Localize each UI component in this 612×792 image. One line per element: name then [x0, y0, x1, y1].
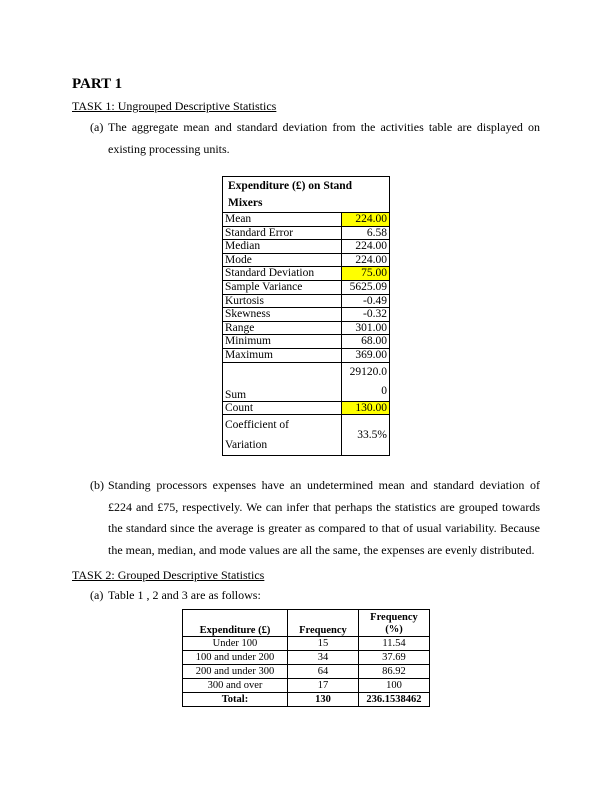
cell-frequency-pct: 100 [358, 679, 429, 693]
stats-row [223, 226, 390, 240]
stats-row [223, 415, 390, 456]
stats-name: Sum [223, 362, 342, 401]
frequency-row [183, 637, 430, 651]
col-header-expenditure: Expenditure (£) [183, 610, 288, 637]
stats-value: 224.00 [342, 240, 390, 254]
stats-value: -0.49 [342, 294, 390, 308]
stats-value: 68.00 [342, 335, 390, 349]
stats-value: 130.00 [342, 401, 390, 415]
stats-value: 29120.0 0 [342, 362, 390, 401]
frequency-row [183, 651, 430, 665]
stats-name: Skewness [223, 308, 342, 322]
stats-row [223, 362, 390, 401]
stats-row [223, 267, 390, 281]
frequency-row [183, 665, 430, 679]
stats-value: 369.00 [342, 348, 390, 362]
stats-row [223, 401, 390, 415]
cell-range: 200 and under 300 [183, 665, 288, 679]
stats-row [223, 280, 390, 294]
stats-row [223, 308, 390, 322]
stats-name: Count [223, 401, 342, 415]
cell-total-label: Total: [183, 693, 288, 707]
cell-frequency: 15 [287, 637, 358, 651]
frequency-table-header [183, 610, 430, 637]
task1-para-b-label: (b) [90, 478, 104, 492]
stats-name: Standard Error [223, 226, 342, 240]
part-title: PART 1 [72, 76, 123, 92]
stats-row [223, 335, 390, 349]
task1-para-a-text: The aggregate mean and standard deviation from the activities table are displayed on existing processing units. [108, 120, 540, 156]
stats-row [223, 348, 390, 362]
stats-name: Mean [223, 213, 342, 227]
frequency-table [182, 609, 430, 707]
stats-name: Kurtosis [223, 294, 342, 308]
stats-value: 33.5% [342, 415, 390, 456]
stats-value: -0.32 [342, 308, 390, 322]
task1-para-a [90, 117, 540, 160]
stats-name: Coefficient of Variation [223, 415, 342, 456]
stats-table-header-row [223, 177, 390, 213]
stats-value: 301.00 [342, 321, 390, 335]
col-header-frequency-pct: Frequency (%) [358, 610, 429, 637]
stats-name: Median [223, 240, 342, 254]
task2-para-a-label: (a) [90, 588, 104, 602]
cell-total-frequency: 130 [287, 693, 358, 707]
task2-heading: TASK 2: Grouped Descriptive Statistics [72, 568, 265, 582]
stats-table-header: Expenditure (£) on Stand Mixers [223, 177, 390, 213]
task2-para-a-text: Table 1 , 2 and 3 are as follows: [108, 588, 261, 602]
cell-total-pct: 236.1538462 [358, 693, 429, 707]
cell-frequency-pct: 37.69 [358, 651, 429, 665]
stats-row [223, 253, 390, 267]
cell-frequency-pct: 86.92 [358, 665, 429, 679]
frequency-total-row [183, 693, 430, 707]
stats-name: Sample Variance [223, 280, 342, 294]
cell-frequency-pct: 11.54 [358, 637, 429, 651]
cell-frequency: 17 [287, 679, 358, 693]
task1-heading: TASK 1: Ungrouped Descriptive Statistics [72, 99, 277, 113]
stats-name: Range [223, 321, 342, 335]
stats-value: 224.00 [342, 253, 390, 267]
stats-name: Minimum [223, 335, 342, 349]
frequency-row [183, 679, 430, 693]
stats-name: Mode [223, 253, 342, 267]
stats-value: 6.58 [342, 226, 390, 240]
task1-para-b [90, 475, 540, 561]
task1-para-b-text: Standing processors expenses have an undetermined mean and standard deviation of £224 and £75, respectively. We can infer that perhaps the statistics are grouped towards the standard since the average is greater as compared to that of usual variability. Because the mean, median, and mode values are all the same, the expenses are evenly distributed. [108, 478, 540, 557]
stats-row [223, 321, 390, 335]
col-header-frequency: Frequency [287, 610, 358, 637]
stats-value: 5625.09 [342, 280, 390, 294]
stats-name: Standard Deviation [223, 267, 342, 281]
stats-table [222, 176, 390, 456]
stats-row [223, 213, 390, 227]
cell-frequency: 34 [287, 651, 358, 665]
task2-para-a [90, 585, 540, 607]
cell-range: Under 100 [183, 637, 288, 651]
cell-range: 300 and over [183, 679, 288, 693]
cell-frequency: 64 [287, 665, 358, 679]
stats-row [223, 240, 390, 254]
stats-name: Maximum [223, 348, 342, 362]
stats-value: 224.00 [342, 213, 390, 227]
cell-range: 100 and under 200 [183, 651, 288, 665]
stats-value: 75.00 [342, 267, 390, 281]
task1-para-a-label: (a) [90, 120, 104, 134]
stats-row [223, 294, 390, 308]
